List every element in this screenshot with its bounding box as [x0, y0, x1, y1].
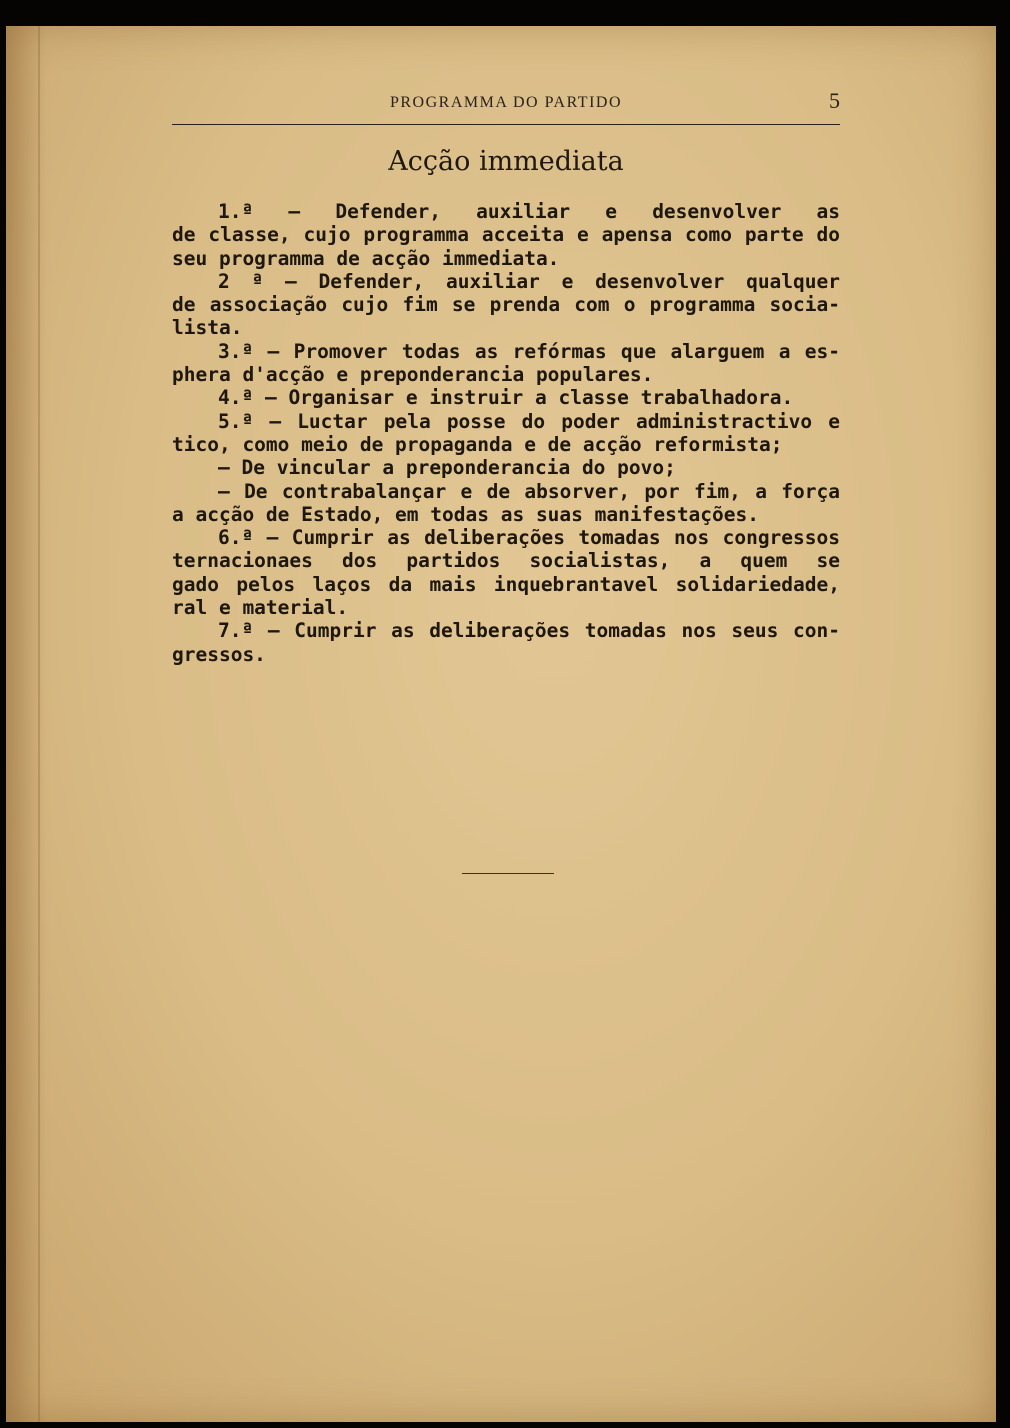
text-line: 1.ª — Defender, auxiliar e desenvolver as [218, 200, 840, 223]
text-line: 4.ª — Organisar e instruir a classe trabalhadora. [218, 386, 794, 410]
page-number: 5 [829, 88, 840, 113]
page-gutter-shadow [6, 26, 46, 1422]
text-line: phera d'acção e preponderancia populares. [172, 363, 654, 387]
text-line: 7.ª — Cumprir as deliberações tomadas nos seus con- [218, 619, 840, 643]
text-line: ternacionaes dos partidos socialistas, a quem se [172, 549, 840, 573]
text-line: — De vincular a preponderancia do povo; [218, 456, 676, 480]
header-rule [172, 124, 840, 125]
running-head: PROGRAMMA DO PARTIDO [389, 94, 623, 111]
text-line: 6.ª — Cumprir as deliberações tomadas nos congressos [218, 526, 840, 550]
end-rule [462, 873, 554, 874]
text-line: 3.ª — Promover todas as refórmas que alarguem a es- [218, 339, 840, 363]
text-line: a acção de Estado, em todas as suas manifestações. [172, 502, 759, 526]
text-line: de associação cujo fim se prenda com o programma socia- [172, 293, 840, 317]
body-text [172, 200, 840, 666]
text-line: de classe, cujo programma acceita e apensa como parte do [172, 223, 840, 247]
page-header [172, 90, 840, 120]
page-gutter-line [38, 26, 40, 1422]
text-line: gado pelos laços da mais inquebrantavel solidariedade, [172, 572, 840, 596]
text-line: gressos. [172, 642, 266, 666]
text-line: ral e material. [172, 596, 349, 620]
text-line: 5.ª — Luctar pela posse do poder administractivo e [218, 409, 840, 433]
text-line: 2 ª — Defender, auxiliar e desenvolver qualquer [218, 269, 840, 293]
text-line: — De contrabalançar e de absorver, por fim, a força [218, 479, 840, 503]
text-line: tico, como meio de propaganda e de acção reformista; [172, 432, 783, 456]
text-line: seu programma de acção immediata. [172, 246, 560, 270]
section-title: Acção immediata [388, 146, 624, 177]
text-line: lista. [172, 316, 243, 340]
